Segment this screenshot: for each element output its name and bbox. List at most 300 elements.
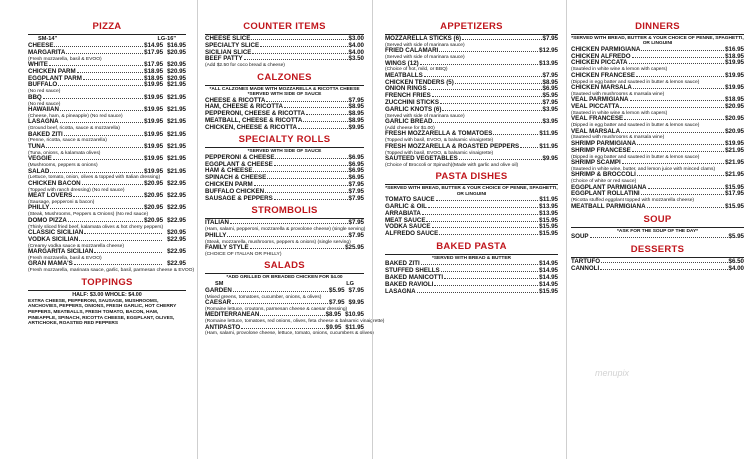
item-name: CHICKEN PICCATA: [571, 59, 628, 67]
item-price: $20.95: [167, 67, 186, 75]
item-name: TUNA: [28, 142, 46, 150]
menu-item: [385, 119, 558, 126]
section-calzones: [205, 71, 364, 132]
dot-leader: [624, 116, 724, 120]
dot-leader: [636, 73, 724, 77]
menu-item: [28, 218, 186, 225]
item-price: $21.95: [725, 146, 744, 154]
dot-leader: [633, 85, 724, 89]
item-name: GARLIC & OIL: [385, 202, 427, 210]
item-price: $21.95: [167, 142, 186, 150]
item-description: (Creamy vodka sauce & mozzarella cheese): [28, 243, 124, 249]
item-price: $21.95: [167, 167, 186, 175]
item-price: $15.95: [539, 223, 558, 231]
item-price: $18.95: [144, 74, 164, 82]
item-name: SICILIAN SLICE: [205, 48, 252, 56]
item-price: $17.95: [144, 48, 164, 56]
item-description: (Mixed greens, tomatoes, cucumber, onions, & olives): [205, 294, 322, 300]
menu-item: [385, 144, 558, 151]
dot-leader: [426, 218, 538, 222]
item-price: $17.95: [144, 61, 164, 69]
dot-leader: [621, 129, 724, 133]
menu-item: [28, 193, 186, 200]
item-name: FRIED CALAMARI: [385, 47, 439, 55]
item-price: $9.95: [542, 155, 558, 163]
menu-item: [205, 245, 364, 252]
item-price: $14.95: [539, 273, 558, 281]
item-price: $20.95: [144, 204, 164, 212]
item-description: (Sauteed with mushrooms & marsala wine): [571, 135, 665, 141]
item-price: $15.95: [539, 287, 558, 295]
item-price: $6.95: [348, 153, 364, 161]
dot-leader: [641, 47, 724, 51]
item-price: $20.95: [144, 216, 164, 224]
item-name: CHEESE: [28, 42, 54, 49]
item-name: SHRIMP SCAMPI: [571, 159, 621, 167]
menu-item: [205, 125, 364, 132]
dot-leader: [68, 218, 143, 222]
menu-item: [28, 50, 186, 57]
item-description: (Choice of white or red sauce): [571, 179, 637, 185]
item-description: (Choice of hot, mild, or BBQ): [385, 67, 448, 73]
dot-leader: [50, 169, 143, 173]
dot-leader: [60, 107, 143, 111]
dot-leader: [590, 234, 728, 238]
item-name: BUFFALO: [28, 81, 58, 89]
section-header: COUNTER ITEMS: [243, 21, 326, 32]
item-name: VODKA SICILIAN: [28, 235, 79, 243]
item-price: $25.95: [345, 244, 364, 252]
menu-item: [205, 196, 364, 203]
item-price: $7.95: [542, 99, 558, 107]
item-name: BAKED ZITI: [28, 130, 63, 138]
dot-leader: [260, 43, 347, 47]
dot-leader: [428, 204, 538, 208]
item-price: $22.95: [167, 260, 186, 268]
section-header: DINNERS: [635, 21, 680, 32]
item-description: (Cheese, ham, & pineapple) (No red sauce): [28, 113, 123, 119]
section-salads: [205, 259, 385, 337]
item-name: FRESH MOZZARELLA & TOMATOES: [385, 130, 493, 138]
dot-leader: [253, 168, 347, 172]
dot-leader: [455, 80, 542, 84]
dot-leader: [421, 261, 538, 265]
dot-leader: [462, 36, 541, 40]
size-label: LG-16": [157, 36, 176, 42]
item-price: $4.00: [728, 264, 744, 272]
item-price: $13.95: [539, 202, 558, 210]
item-price: $7.95: [348, 231, 364, 239]
item-name: ARRABIATA: [385, 209, 421, 217]
item-price: $21.95: [167, 81, 186, 89]
size-label: SM-14": [38, 36, 58, 42]
item-name: MEATBALL PARMIGIANA: [571, 202, 646, 210]
item-price: $18.95: [725, 96, 744, 104]
item-price: $19.95: [725, 59, 744, 67]
item-name: TARTUFO: [571, 257, 601, 265]
item-name: CAESAR: [205, 299, 232, 307]
item-price: $20.95: [167, 61, 186, 69]
item-name: FAMILY STYLE: [205, 244, 249, 252]
item-price: $7.95: [348, 187, 364, 195]
dot-leader: [459, 156, 542, 160]
section-note: *ALL CALZONES MADE WITH MOZZARELLA & RICOTTA CHEESE *SERVED WITH SIDE OF SAUCE: [209, 86, 360, 98]
item-price: $20.95: [144, 192, 164, 200]
item-name: BAKED RAVIOLI: [385, 280, 434, 288]
item-name: HAM & CHEESE: [205, 167, 253, 175]
item-price: $9.95: [325, 323, 342, 331]
menu-item: [571, 104, 744, 111]
dot-leader: [439, 48, 538, 52]
item-price: $21.95: [167, 106, 186, 114]
dot-leader: [422, 211, 538, 215]
section-desserts: [571, 243, 744, 273]
item-name: PEPPERONI & CHEESE: [205, 153, 275, 161]
item-description: (Fresh mozzarella, basil & EVOO): [28, 56, 102, 62]
item-description: (Add $2.50 for coco bread & cheese): [205, 63, 285, 69]
item-name: LASAGNA: [28, 118, 59, 126]
menu-column-2: [197, 0, 385, 459]
item-name: SHRIMP PARMIGIANA: [571, 139, 637, 147]
section-header: BAKED PASTA: [436, 240, 507, 252]
item-price: $18.95: [725, 52, 744, 60]
item-name: GARLIC BREAD: [385, 118, 433, 126]
item-name: PHILLY: [28, 204, 50, 212]
item-name: CHICKEN, CHEESE & RICOTTA: [205, 123, 298, 131]
item-description: (Ham, salami, pepperoni, mozzarella & provolone cheese) (single serving): [205, 227, 366, 233]
item-name: STUFFED SHELLS: [385, 267, 440, 275]
item-price: $20.95: [725, 103, 744, 111]
item-price: $13.95: [539, 59, 558, 67]
dot-leader: [77, 69, 143, 73]
item-price: $11.95: [539, 196, 558, 204]
dot-leader: [439, 231, 538, 235]
item-price: $19.95: [725, 139, 744, 147]
dot-leader: [274, 162, 348, 166]
item-description: (Sauteed in white wine, butter, and lemon juice with minced clams): [571, 166, 716, 172]
item-name: BEEF PATTY: [205, 55, 243, 63]
item-price: $5.95: [728, 232, 744, 240]
item-name: VEGGIE: [28, 155, 52, 163]
section-header: TOPPINGS: [81, 276, 133, 288]
size-label: LG: [346, 280, 354, 287]
item-description: (Served with side of marinara sauce): [385, 42, 465, 48]
section-header: APPETIZERS: [440, 21, 503, 32]
menu-item: [385, 231, 558, 238]
dot-leader: [284, 104, 348, 108]
item-price: $19.95: [725, 71, 744, 79]
item-price: $19.95: [144, 142, 164, 150]
item-name: SHRIMP & BROCCOLI: [571, 171, 636, 179]
size-label: SM: [215, 280, 224, 287]
item-price: $3.00: [348, 35, 364, 42]
item-price: $22.95: [167, 179, 186, 187]
dot-leader: [600, 266, 727, 270]
item-name: WINGS (12): [385, 59, 419, 67]
menu-item: [385, 107, 558, 114]
menu-item: [571, 204, 744, 211]
item-name: GRAN MAMA'S: [28, 260, 73, 268]
menu-column-1: [0, 0, 195, 459]
section-header: PIZZA: [92, 21, 122, 32]
item-description: (Served with side of marinara sauce): [385, 113, 465, 119]
item-name: FRENCH FRIES: [385, 92, 431, 100]
dot-leader: [637, 172, 724, 176]
item-price: $11.95: [539, 142, 558, 150]
section-note: *SERVED WITH SIDE OF SAUCE: [247, 149, 322, 155]
item-name: ZUCCHINI STICKS: [385, 99, 439, 107]
section-header: DESSERTS: [630, 243, 685, 255]
dot-leader: [493, 131, 538, 135]
item-name: SPECIALTY SLICE: [205, 41, 260, 49]
item-price: $21.95: [167, 130, 186, 138]
section-pasta-dishes: [385, 170, 558, 238]
item-price: $21.95: [725, 159, 744, 167]
dot-leader: [251, 36, 347, 40]
item-name: SAUSAGE & PEPPERS: [205, 194, 273, 202]
dot-leader: [601, 259, 727, 263]
menu-item: [28, 107, 186, 114]
dot-leader: [58, 82, 143, 86]
dot-leader: [244, 56, 348, 60]
item-description: (Lettuce, tomato, onion, olives & topped with Italian dressing): [28, 175, 161, 181]
item-price: $7.95: [542, 35, 558, 42]
item-description: (Fresh mozzarella, marinara sauce, garlic, basil, parmesan cheese & EVOO): [28, 268, 195, 274]
section-header: SOUP: [643, 213, 672, 225]
dot-leader: [82, 181, 144, 185]
item-name: VODKA SAUCE: [385, 223, 431, 231]
dot-leader: [230, 220, 348, 224]
item-name: ALFREDO SAUCE: [385, 230, 439, 238]
dot-leader: [94, 249, 162, 253]
section-baked-pasta: [385, 240, 558, 295]
menu-item: [205, 233, 364, 240]
dot-leader: [428, 86, 542, 90]
item-description: (Choice of Broccoli or Spinach)(Made with garlic and olive oil): [385, 162, 519, 168]
item-description: (Thinly sliced fried beef, kalamata olives & hot cherry peppers): [28, 224, 164, 230]
section-dinners: [571, 20, 744, 211]
toppings-list: EXTRA CHEESE, PEPPERONI, SAUSAGE, MUSHROOMS, ANCHOVIES, PEPPERS, ONIONS, FRESH GARLIC, HOT CHERRY PEPPERS, MEATBALLS, FRESH TOMATO, BACON, HAM, PINEAPPLE, SPINACH, RICOTTA CHEESE, EGGPLANT, OLIVES, ARTICHOKE, ROASTED RED PEPPERS: [28, 298, 177, 327]
item-description: (Dipped in egg batter and sauteed in butter & lemon sauce): [571, 123, 700, 129]
section-strombolis: [205, 204, 364, 257]
item-name: HAM, CHEESE & RICOTTA: [205, 103, 283, 111]
item-description: (Ham, salami, provolone cheese, lettuce, tomato, onions, cucumbers & olives): [205, 331, 374, 337]
item-price: $22.95: [167, 235, 186, 243]
dot-leader: [622, 160, 724, 164]
item-description: (Dipped in egg batter and sauteed in butter & lemon sauce): [571, 154, 700, 160]
item-price: $20.95: [725, 127, 744, 135]
item-name: SOUP: [571, 232, 589, 240]
item-price: $21.95: [725, 171, 744, 179]
dot-leader: [233, 288, 328, 292]
item-description: (No red sauce): [28, 101, 61, 107]
item-price: $4.00: [348, 41, 364, 49]
dot-leader: [630, 97, 725, 101]
section-note: *SERVED WITH BREAD, BUTTER & YOUR CHOICE OF PENNE, SPAGHETTI, OR LINGUINI: [385, 186, 558, 197]
item-name: MEATBALL, CHEESE & RICOTTA: [205, 116, 303, 124]
dot-leader: [306, 111, 348, 115]
menu-item: [28, 181, 186, 188]
item-name: CHICKEN BACON: [28, 179, 81, 187]
item-description: (Topped with ranch dressing) (No red sauce): [28, 187, 125, 193]
section-pizza: [28, 20, 195, 274]
item-name: PHILLY: [205, 231, 227, 239]
item-name: ITALIAN: [205, 219, 229, 227]
item-name: VEAL PARMIGIANA: [571, 96, 629, 104]
section-note: *SERVED WITH BREAD & BUTTER: [431, 255, 512, 261]
dot-leader: [442, 107, 541, 111]
item-name: GARLIC KNOTS (6): [385, 105, 442, 113]
item-price: $6.95: [348, 167, 364, 175]
item-price: $22.95: [167, 248, 186, 256]
dot-leader: [303, 118, 347, 122]
item-description: (Sauteed in white wine & lemon with capers): [571, 110, 668, 116]
dot-leader: [227, 233, 347, 237]
item-price: $15.95: [539, 216, 558, 224]
dot-leader: [43, 95, 143, 99]
dot-leader: [64, 132, 143, 136]
item-price: $11.95: [539, 130, 558, 138]
item-price: $15.95: [725, 183, 744, 191]
menu-column-4: [566, 0, 750, 459]
item-description: (Tuna, onions, & kalamata olives): [28, 150, 101, 156]
item-price: $20.95: [725, 115, 744, 123]
item-name: ONION RINGS: [385, 85, 427, 93]
dot-leader: [420, 61, 538, 65]
item-name: CHICKEN PARM: [205, 181, 253, 189]
item-price: $7.95: [348, 219, 364, 227]
item-price: $19.95: [144, 155, 164, 163]
dot-leader: [241, 325, 325, 329]
item-price: $8.95: [348, 116, 364, 124]
dot-leader: [74, 261, 162, 265]
section-header: CALZONES: [257, 71, 312, 83]
section-note: *SERVED WITH BREAD, BUTTER & YOUR CHOICE OF PENNE, SPAGHETTI, OR LINGUINI: [571, 36, 744, 47]
dot-leader: [46, 144, 143, 148]
item-name: CHICKEN TENDERS (5): [385, 78, 454, 86]
item-price: $22.95: [167, 204, 186, 212]
dot-leader: [73, 193, 143, 197]
item-name: BBQ: [28, 93, 42, 101]
item-name: MARGARITA: [28, 48, 66, 56]
item-price: $11.95: [345, 323, 364, 331]
dot-leader: [637, 141, 724, 145]
item-name: MARGARITA SICILIAN: [28, 248, 94, 256]
item-price: $14.95: [539, 267, 558, 275]
item-price: $19.95: [144, 167, 164, 175]
dot-leader: [265, 189, 347, 193]
item-price: $10.95: [345, 311, 364, 319]
item-name: MEAT SAUCE: [385, 216, 426, 224]
item-name: CHICKEN MARSALA: [571, 84, 632, 91]
dot-leader: [298, 125, 348, 129]
item-price: $4.00: [348, 48, 364, 56]
item-price: $21.95: [167, 93, 186, 101]
item-name: CLASSIC SICILIAN: [28, 229, 84, 237]
item-name: WHITE: [28, 61, 48, 69]
item-name: EGGPLANT PARM: [28, 74, 82, 82]
dot-leader: [647, 204, 724, 208]
item-price: $6.50: [728, 257, 744, 265]
item-price: $21.95: [167, 118, 186, 126]
item-description: (Romaine lettuce, tomatoes, red onions, olives, feta cheese & balsamic vinaigrette): [205, 319, 385, 325]
dot-leader: [520, 144, 538, 148]
menu-item: [28, 144, 186, 151]
section-specialty-rolls: [205, 133, 364, 202]
dot-leader: [232, 300, 328, 304]
item-name: CANNOLI: [571, 264, 600, 272]
item-price: $8.95: [325, 311, 342, 319]
item-price: $6.95: [348, 160, 364, 168]
menu-item: [571, 266, 744, 273]
item-price: $6.95: [542, 85, 558, 93]
dot-leader: [250, 245, 344, 249]
dot-leader: [60, 119, 144, 123]
menu-item: [28, 95, 186, 102]
dot-leader: [433, 119, 541, 123]
menu-item: [28, 249, 186, 256]
dot-leader: [275, 155, 347, 159]
item-price: $3.50: [348, 55, 364, 63]
item-price: $13.95: [539, 209, 558, 217]
item-name: EGGPLANT & CHEESE: [205, 160, 273, 168]
item-price: $9.95: [348, 299, 364, 307]
item-price: $16.95: [167, 42, 186, 49]
item-description: (Steak, mozzarella, mushrooms, peppers & onions) (single serving): [205, 239, 351, 245]
item-price: $5.95: [329, 286, 345, 294]
item-price: $18.95: [144, 67, 164, 75]
item-description: (Ricotta stuffed eggplant topped with mozzarella cheese): [571, 198, 695, 204]
item-price: $7.95: [542, 71, 558, 79]
item-price: $20.95: [167, 229, 186, 237]
dot-leader: [267, 175, 347, 179]
item-price: $19.95: [144, 130, 164, 138]
toppings-prices: HALF: $3.00 WHOLE: $4.00: [72, 291, 142, 298]
dot-leader: [441, 268, 538, 272]
dot-leader: [254, 182, 348, 186]
item-name: SAUTEED VEGETABLES: [385, 155, 458, 163]
item-price: $16.95: [725, 45, 744, 53]
dot-leader: [620, 104, 724, 108]
menu-item: [205, 300, 364, 307]
item-name: CHICKEN FRANCESE: [571, 71, 635, 79]
dot-leader: [266, 98, 347, 102]
section-header: SPECIALTY ROLLS: [238, 134, 331, 146]
menu-item: [571, 160, 744, 167]
item-name: CHICKEN PARMIGIANA: [571, 45, 641, 53]
section-header: SALADS: [264, 260, 305, 272]
section-header: STROMBOLIS: [251, 205, 318, 217]
menu-item: [28, 237, 186, 244]
item-price: $3.95: [542, 118, 558, 126]
item-price: $7.95: [329, 299, 345, 307]
menu-item: [571, 234, 744, 241]
item-price: $20.95: [167, 74, 186, 82]
item-name: LASAGNA: [385, 287, 416, 295]
dot-leader: [440, 100, 542, 104]
menu-item: [571, 148, 744, 155]
item-price: $8.95: [542, 78, 558, 86]
item-name: PEPPERONI, CHEESE & RICOTTA: [205, 110, 305, 118]
item-name: EGGPLANT ROLLATINI: [571, 190, 640, 198]
item-price: $9.95: [348, 123, 364, 131]
dot-leader: [53, 156, 143, 160]
item-name: TOMATO SAUCE: [385, 196, 435, 204]
dot-leader: [632, 54, 724, 58]
dot-leader: [66, 50, 143, 54]
menu-item: [571, 73, 744, 80]
item-description: (Topped with basil, EVOO, & balsamic vinaigrette): [385, 150, 494, 156]
